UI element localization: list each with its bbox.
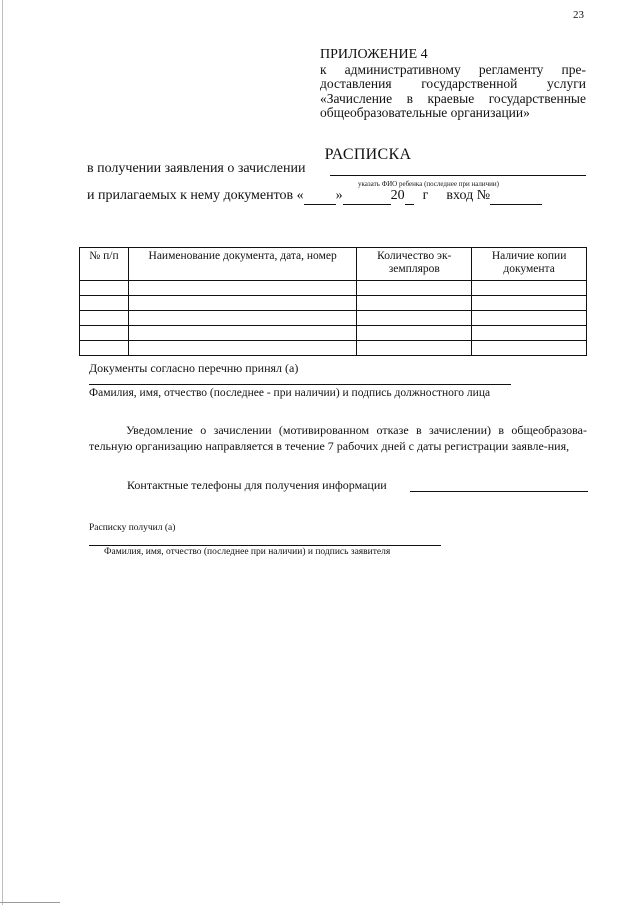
quote-close: » bbox=[335, 188, 343, 203]
contacts-field[interactable] bbox=[410, 491, 588, 492]
table-cell[interactable] bbox=[357, 311, 472, 326]
column-header-copies-count: Количество эк-земпляров bbox=[357, 248, 472, 281]
documents-table bbox=[79, 247, 587, 356]
table-row bbox=[80, 296, 587, 311]
month-field[interactable] bbox=[343, 188, 391, 205]
table-cell[interactable] bbox=[472, 281, 587, 296]
table-row bbox=[80, 326, 587, 341]
table-cell[interactable] bbox=[80, 311, 129, 326]
year-field[interactable] bbox=[405, 188, 414, 205]
table-cell[interactable] bbox=[357, 281, 472, 296]
appendix-block bbox=[320, 48, 586, 121]
application-line: в получении заявления о зачислении bbox=[87, 161, 306, 176]
appendix-heading: ПРИЛОЖЕНИЕ 4 bbox=[320, 47, 428, 62]
table-row bbox=[80, 281, 587, 296]
contacts-label: Контактные телефоны для получения информации bbox=[127, 478, 387, 492]
table-cell[interactable] bbox=[80, 326, 129, 341]
child-name-field[interactable] bbox=[330, 175, 586, 176]
appendix-line: «Зачисление в краевые государственные bbox=[320, 90, 586, 106]
table-cell[interactable] bbox=[472, 296, 587, 311]
table-cell[interactable] bbox=[472, 341, 587, 356]
incoming-number-field[interactable] bbox=[490, 188, 542, 205]
table-cell[interactable] bbox=[80, 341, 129, 356]
table-cell[interactable] bbox=[357, 326, 472, 341]
table-cell[interactable] bbox=[128, 311, 357, 326]
page-number: 23 bbox=[573, 9, 584, 21]
table-row bbox=[80, 341, 587, 356]
column-header-copy-availability: Наличие копии документа bbox=[472, 248, 587, 281]
receipt-received-label: Расписку получил (а) bbox=[89, 523, 176, 533]
table-row bbox=[80, 311, 587, 326]
page-title: РАСПИСКА bbox=[324, 146, 412, 163]
column-header-number: № п/п bbox=[80, 248, 129, 281]
table-cell[interactable] bbox=[80, 296, 129, 311]
appendix-line: к административному регламенту пре- bbox=[320, 61, 586, 77]
enrollment-notice: Уведомление о зачислении (мотивированном отказе в зачислении) в общеобразова-тельную организацию направляется в течение 7 рабочих дней с даты регистрации заявле-ния, bbox=[89, 423, 587, 453]
year-prefix: 20 bbox=[390, 188, 405, 203]
applicant-signature-caption: Фамилия, имя, отчество (последнее при наличии) и подпись заявителя bbox=[104, 547, 391, 557]
incoming-label: вход № bbox=[446, 188, 491, 203]
table-header-row bbox=[80, 248, 587, 281]
official-signature-line[interactable] bbox=[89, 384, 511, 385]
table-cell[interactable] bbox=[80, 281, 129, 296]
page-bottom-edge bbox=[0, 902, 60, 903]
appendix-line: общеобразовательные организации» bbox=[320, 105, 530, 120]
table-cell[interactable] bbox=[128, 341, 357, 356]
child-name-hint: указать ФИО ребенка (последнее при наличии) bbox=[358, 180, 499, 188]
attached-documents-line bbox=[87, 188, 542, 205]
table-cell[interactable] bbox=[472, 326, 587, 341]
applicant-signature-line[interactable] bbox=[89, 545, 441, 546]
year-suffix: г bbox=[422, 188, 429, 203]
column-header-document-name: Наименование документа, дата, номер bbox=[128, 248, 357, 281]
table-cell[interactable] bbox=[357, 341, 472, 356]
page-left-edge bbox=[2, 0, 3, 905]
table-cell[interactable] bbox=[128, 326, 357, 341]
attached-prefix: и прилагаемых к нему документов « bbox=[87, 188, 304, 203]
day-field[interactable] bbox=[304, 188, 336, 205]
table-cell[interactable] bbox=[128, 281, 357, 296]
appendix-line: доставления государственной услуги bbox=[320, 76, 586, 91]
table-cell[interactable] bbox=[357, 296, 472, 311]
accepted-statement: Документы согласно перечню принял (а) bbox=[89, 361, 299, 375]
official-signature-caption: Фамилия, имя, отчество (последнее - при наличии) и подпись должностного лица bbox=[89, 387, 491, 399]
table-cell[interactable] bbox=[472, 311, 587, 326]
table-cell[interactable] bbox=[128, 296, 357, 311]
